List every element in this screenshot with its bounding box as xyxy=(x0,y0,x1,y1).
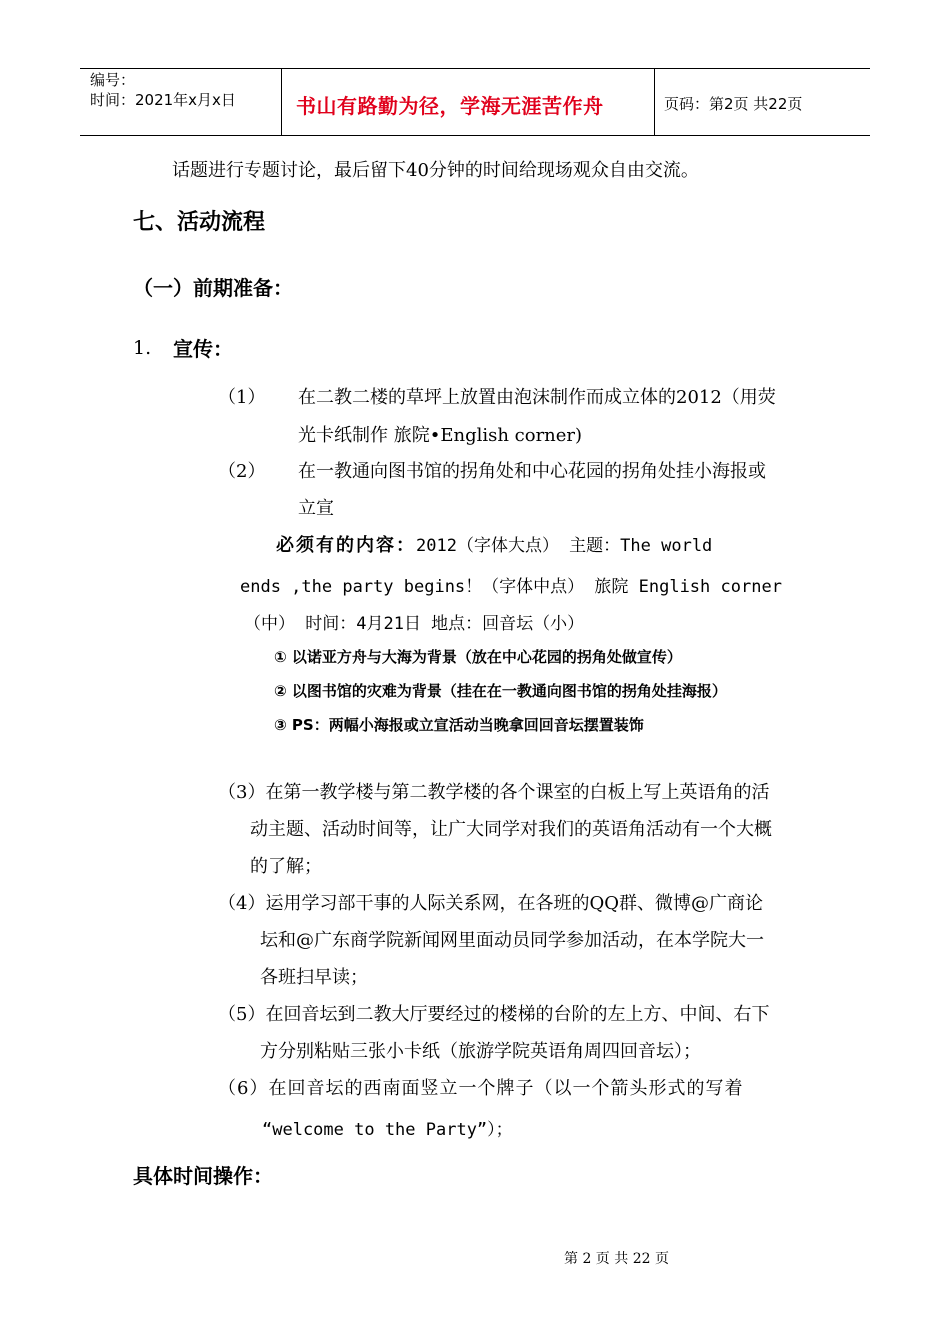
p2-number: （2） xyxy=(218,461,266,482)
page-footer: 第 2 页 共 22 页 xyxy=(564,1251,669,1267)
header-motto: 书山有路勤为径，学海无涯苦作舟 xyxy=(296,94,604,118)
p2-line2: 立宣 xyxy=(298,498,334,519)
header-time-label: 时间：2021年x月x日 xyxy=(90,91,236,109)
must-content-line2: ends ,the party begins！（字体中点） 旅院 English corner xyxy=(240,577,782,597)
p4-line1: （4）运用学习部干事的人际关系网，在各班的QQ群、微博@广商论 xyxy=(218,893,763,914)
intro-line: 话题进行专题讨论，最后留下40分钟的时间给现场观众自由交流。 xyxy=(172,160,699,181)
header-page-info: 页码：第2页 共22页 xyxy=(664,95,803,113)
p4-line3: 各班扫早读； xyxy=(260,967,368,988)
p1-line1: 在二教二楼的草坪上放置由泡沫制作而成立体的2012（用荧 xyxy=(298,387,776,408)
specific-time-title: 具体时间操作： xyxy=(133,1164,273,1188)
p1-number: （1） xyxy=(218,387,266,408)
circle-item-3: ③ PS：两幅小海报或立宣活动当晚拿回回音坛摆置装饰 xyxy=(274,716,644,734)
p2-line1: 在一教通向图书馆的拐角处和中心花园的拐角处挂小海报或 xyxy=(298,461,766,482)
subsection-title: （一）前期准备： xyxy=(133,276,293,300)
p3-line2: 动主题、活动时间等，让广大同学对我们的英语角活动有一个大概 xyxy=(250,819,772,840)
header-divider-left xyxy=(281,68,282,136)
must-content-label: 必须有的内容： xyxy=(276,535,416,556)
section-title: 七、活动流程 xyxy=(133,210,266,235)
item1-number: 1. xyxy=(133,337,152,359)
must-content-line1 xyxy=(276,528,712,564)
p5-line1: （5）在回音坛到二教大厅要经过的楼梯的台阶的左上方、中间、右下 xyxy=(218,1004,770,1025)
p4-line2: 坛和@广东商学院新闻网里面动员同学参加活动，在本学院大一 xyxy=(260,930,764,951)
circle-item-2: ② 以图书馆的灾难为背景（挂在在一教通向图书馆的拐角处挂海报） xyxy=(274,682,727,700)
p6-line2: “welcome to the Party”）； xyxy=(262,1120,513,1140)
header-divider-right xyxy=(654,68,655,136)
header-bottom-border xyxy=(80,135,870,136)
circle-item-1: ① 以诺亚方舟与大海为背景（放在中心花园的拐角处做宣传） xyxy=(274,648,682,666)
header-number-label: 编号： xyxy=(90,71,136,89)
must-content-line1-rest: 2012（字体大点） 主题：The world xyxy=(416,536,713,556)
p3-line1: （3）在第一教学楼与第二教学楼的各个课室的白板上写上英语角的活 xyxy=(218,782,770,803)
p5-line2: 方分别粘贴三张小卡纸（旅游学院英语角周四回音坛）； xyxy=(260,1041,701,1062)
item1-title: 宣传： xyxy=(173,337,233,361)
header-top-border xyxy=(80,68,870,69)
p6-line1: （6）在回音坛的西南面竖立一个牌子（以一个箭头形式的写着 xyxy=(218,1078,744,1099)
p1-line2: 光卡纸制作 旅院•English corner) xyxy=(298,425,583,446)
p3-line3: 的了解； xyxy=(250,856,322,877)
must-content-line3: （中） 时间：4月21日 地点：回音坛（小） xyxy=(244,614,585,634)
